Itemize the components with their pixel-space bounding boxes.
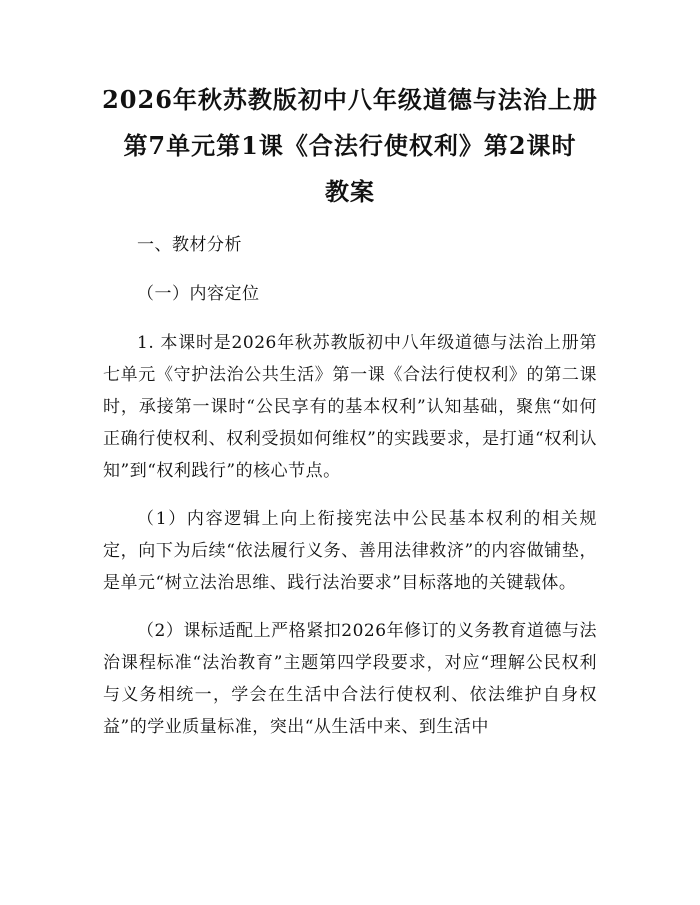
paragraph-1: 1. 本课时是2026年秋苏教版初中八年级道德与法治上册第七单元《守护法治公共生活》第一课《合法行使权利》的第二课时，承接第一课时“公民享有的基本权利”认知基础，聚焦“如何正确行使权利、权利受损如何维权”的实践要求，是打通“权利认知”到“权利践行”的核心节点。 bbox=[103, 333, 597, 481]
document-body bbox=[103, 229, 597, 743]
paragraph-3: （2）课标适配上严格紧扣2026年修订的义务教育道德与法治课程标准“法治教育”主题第四学段要求，对应“理解公民权利与义务相统一，学会在生活中合法行使权利、依法维护自身权益”的学业质量标准，突出“从生活中来、到生活中 bbox=[103, 621, 597, 737]
document-title bbox=[80, 77, 620, 215]
title-line-1: 2026年秋苏教版初中八年级道德与法治上册 bbox=[102, 85, 598, 114]
subsection-heading: （一）内容定位 bbox=[137, 284, 260, 304]
paragraph-2: （1）内容逻辑上向上衔接宪法中公民基本权利的相关规定，向下为后续“依法履行义务、善用法律救济”的内容做铺垫，是单元“树立法治思维、践行法治要求”目标落地的关键载体。 bbox=[103, 509, 597, 593]
title-line-2: 第7单元第1课《合法行使权利》第2课时 bbox=[123, 131, 577, 160]
title-line-3: 教案 bbox=[325, 177, 375, 206]
section-heading: 一、教材分析 bbox=[137, 235, 242, 255]
